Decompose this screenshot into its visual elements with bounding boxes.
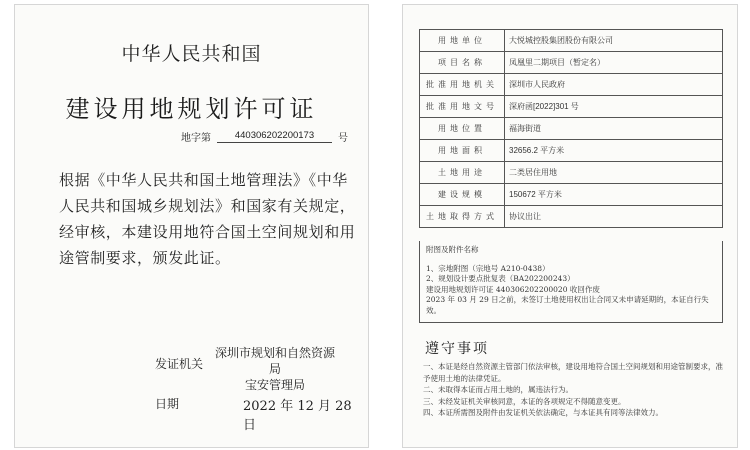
table-row xyxy=(420,206,723,228)
table-row xyxy=(420,74,723,96)
issuer-name xyxy=(215,345,335,393)
field-value: 大悦城控股集团股份有限公司 xyxy=(505,30,723,52)
attachments-title: 附图及附件名称 xyxy=(426,245,479,254)
notice-item: 一、本证是经自然资源主管部门依法审核，建设用地符合国土空间规划和用途管制要求，准予使用土地的法律凭证。 xyxy=(423,362,723,383)
field-value: 32656.2 平方米 xyxy=(505,140,723,162)
table-row xyxy=(420,162,723,184)
certificate-title: 建设用地规划许可证 xyxy=(65,95,318,123)
notice-title: 遵守事项 xyxy=(425,341,489,357)
field-value: 协议出让 xyxy=(505,206,723,228)
field-value: 深圳市人民政府 xyxy=(505,74,723,96)
attachment-item: 1、宗地附图（宗地号 A210-0438） xyxy=(426,263,550,273)
certificate-front-page xyxy=(14,4,369,448)
attachment-item: 建设用地规划许可证 440306202200020 收回作废 xyxy=(426,284,600,294)
land-info-table xyxy=(419,29,723,228)
notice-item: 三、未经发证机关审核同意，本证的各项规定不得随意变更。 xyxy=(423,396,626,406)
issuer-line-2: 宝安管理局 xyxy=(244,378,305,392)
certificate-number-line xyxy=(181,129,348,144)
issuer-line-1: 深圳市规划和自然资源局 xyxy=(215,346,336,376)
table-row xyxy=(420,118,723,140)
issue-date: 2022 年 12 月 28 日 xyxy=(243,399,352,433)
country-name: 中华人民共和国 xyxy=(121,43,262,65)
number-suffix: 号 xyxy=(338,133,348,144)
field-value: 凤凰里二期项目（暂定名） xyxy=(505,52,723,74)
attachments-box xyxy=(419,241,723,323)
field-label: 用地位置 xyxy=(420,118,505,140)
certificate-back-page xyxy=(402,4,738,448)
table-row xyxy=(420,140,723,162)
certificate-number: 440306202200173 xyxy=(217,130,332,143)
date-label: 日期 xyxy=(155,397,180,411)
field-label: 建设规模 xyxy=(420,184,505,206)
number-label: 地字第 xyxy=(181,133,211,144)
field-label: 批准用地文号 xyxy=(420,96,505,118)
field-label: 土地取得方式 xyxy=(420,206,505,228)
field-label: 项目名称 xyxy=(420,52,505,74)
table-row xyxy=(420,30,723,52)
table-row xyxy=(420,96,723,118)
field-label: 用地单位 xyxy=(420,30,505,52)
field-value: 150672 平方米 xyxy=(505,184,723,206)
field-label: 批准用地机关 xyxy=(420,74,505,96)
issuer-label: 发证机关 xyxy=(155,357,204,371)
attachment-item: 2023 年 03 月 29 日之前，未签订土地使用权出让合同又未申请延期的，本证自行失效。 xyxy=(426,295,709,315)
certificate-body-text: 根据《中华人民共和国土地管理法》《中华人民共和国城乡规划法》和国家有关规定，经审核，本建设用地符合国土空间规划和用途管制要求，颁发此证。 xyxy=(59,171,356,267)
table-row xyxy=(420,184,723,206)
field-value: 深府函[2022]301 号 xyxy=(505,96,723,118)
table-row xyxy=(420,52,723,74)
field-value: 二类居住用地 xyxy=(505,162,723,184)
notice-item: 二、未取得本证而占用土地的，属违法行为。 xyxy=(423,385,573,394)
notice-item: 四、本证所需图及附件由发证机关依法确定，与本证具有同等法律效力。 xyxy=(423,408,663,417)
attachment-item: 2、规划设计要点批复表（BA202200243） xyxy=(426,274,575,283)
field-label: 用地面积 xyxy=(420,140,505,162)
notice-list xyxy=(423,361,723,419)
field-value: 福海街道 xyxy=(505,118,723,140)
field-label: 土地用途 xyxy=(420,162,505,184)
